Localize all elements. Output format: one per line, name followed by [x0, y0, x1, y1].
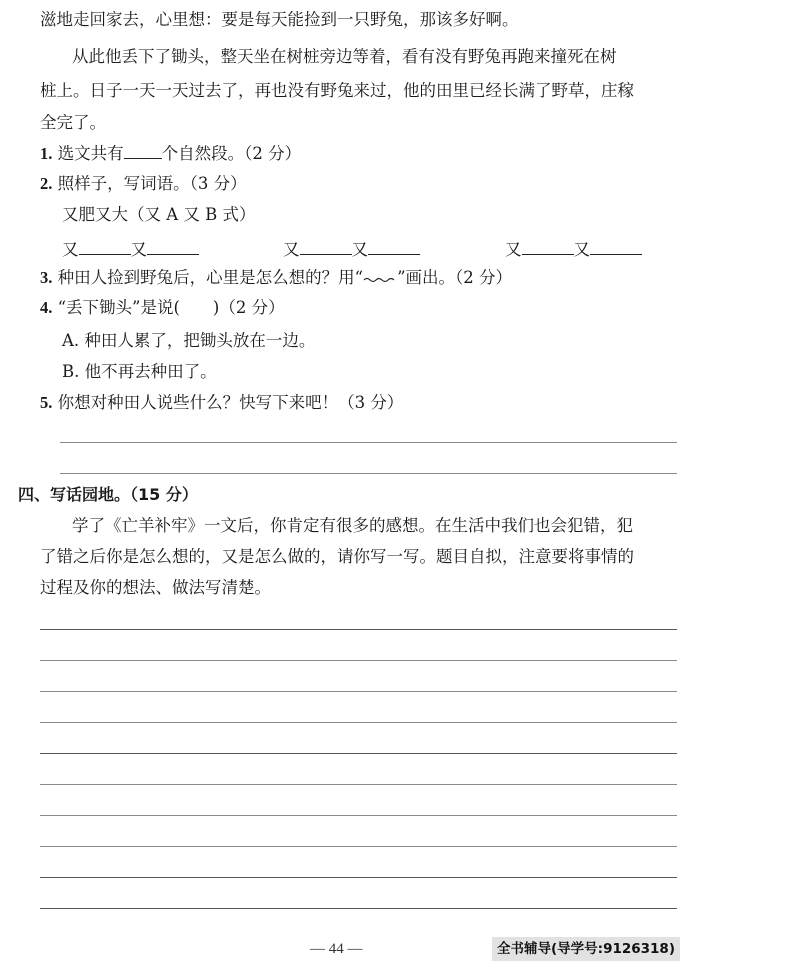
- question-2: [40, 173, 247, 195]
- question-4-text: “丢下锄头”是说( )（2 分）: [57, 298, 285, 317]
- word-blank-2a[interactable]: [300, 238, 352, 255]
- question-2-number: 2.: [40, 174, 53, 193]
- question-1: [40, 142, 301, 165]
- section-4-line-2: 了错之后你是怎么想的，又是怎么做的，请你写一写。题目自拟，注意要将事情的: [40, 547, 634, 566]
- you-char: 又: [283, 240, 300, 259]
- writing-line[interactable]: [40, 784, 677, 785]
- question-2-text: 照样子，写词语。（3 分）: [57, 174, 247, 193]
- writing-line[interactable]: [40, 629, 677, 630]
- word-pattern-2: [283, 238, 420, 261]
- section-4-line-1: 学了《亡羊补牢》一文后，你肯定有很多的感想。在生活中我们也会犯错，犯: [72, 516, 633, 535]
- question-1-text-after: 个自然段。（2 分）: [161, 144, 302, 163]
- you-char: 又: [62, 240, 79, 259]
- question-4: [40, 297, 285, 319]
- writing-line[interactable]: [40, 908, 677, 909]
- question-1-number: 1.: [40, 144, 53, 163]
- question-1-text-before: 选文共有: [57, 144, 124, 163]
- answer-line[interactable]: [60, 473, 677, 474]
- question-3-text-before: 种田人捡到野兔后，心里是怎么想的？用“: [57, 268, 364, 287]
- passage-line-4: 全完了。: [40, 113, 106, 132]
- writing-line[interactable]: [40, 660, 677, 661]
- writing-line[interactable]: [40, 753, 677, 754]
- passage-line-2: 从此他丢下了锄头，整天坐在树桩旁边等着，看有没有野兔再跑来撞死在树: [72, 47, 617, 66]
- question-3-number: 3.: [40, 268, 53, 287]
- question-4-option-a[interactable]: A. 种田人累了，把锄头放在一边。: [62, 331, 316, 350]
- writing-line[interactable]: [40, 815, 677, 816]
- question-1-answer-blank[interactable]: [124, 142, 162, 159]
- writing-line[interactable]: [40, 846, 677, 847]
- page-number: — 44 —: [310, 941, 363, 957]
- guide-code-badge: 全书辅导(导学号:9126318): [492, 937, 680, 961]
- section-4-line-3: 过程及你的想法、做法写清楚。: [40, 578, 271, 597]
- you-char: 又: [130, 240, 147, 259]
- passage-line-1: 滋地走回家去，心里想：要是每天能捡到一只野兔，那该多好啊。: [40, 10, 519, 29]
- writing-line[interactable]: [40, 722, 677, 723]
- question-3: [40, 267, 512, 289]
- question-5-number: 5.: [40, 393, 53, 412]
- writing-line[interactable]: [40, 691, 677, 692]
- writing-line[interactable]: [40, 877, 677, 878]
- question-4-option-b[interactable]: B. 他不再去种田了。: [62, 362, 217, 381]
- question-5-text: 你想对种田人说些什么？快写下来吧！（3 分）: [57, 393, 404, 412]
- wavy-underline-icon: [363, 269, 397, 283]
- word-blank-3a[interactable]: [522, 238, 574, 255]
- you-char: 又: [573, 240, 590, 259]
- word-pattern-3: [505, 238, 642, 261]
- word-blank-1b[interactable]: [147, 238, 199, 255]
- question-2-example: 又肥又大（又 A 又 B 式）: [62, 205, 256, 224]
- question-5: [40, 392, 403, 414]
- section-4-title: 四、写话园地。（15 分）: [18, 485, 198, 504]
- question-3-text-after: ”画出。（2 分）: [397, 268, 512, 287]
- question-4-number: 4.: [40, 298, 53, 317]
- word-blank-2b[interactable]: [368, 238, 420, 255]
- word-blank-3b[interactable]: [590, 238, 642, 255]
- passage-line-3: 桩上。日子一天一天过去了，再也没有野兔来过，他的田里已经长满了野草，庄稼: [40, 81, 634, 100]
- word-blank-1a[interactable]: [79, 238, 131, 255]
- answer-line[interactable]: [60, 442, 677, 443]
- word-pattern-1: [62, 238, 199, 261]
- you-char: 又: [505, 240, 522, 259]
- you-char: 又: [351, 240, 368, 259]
